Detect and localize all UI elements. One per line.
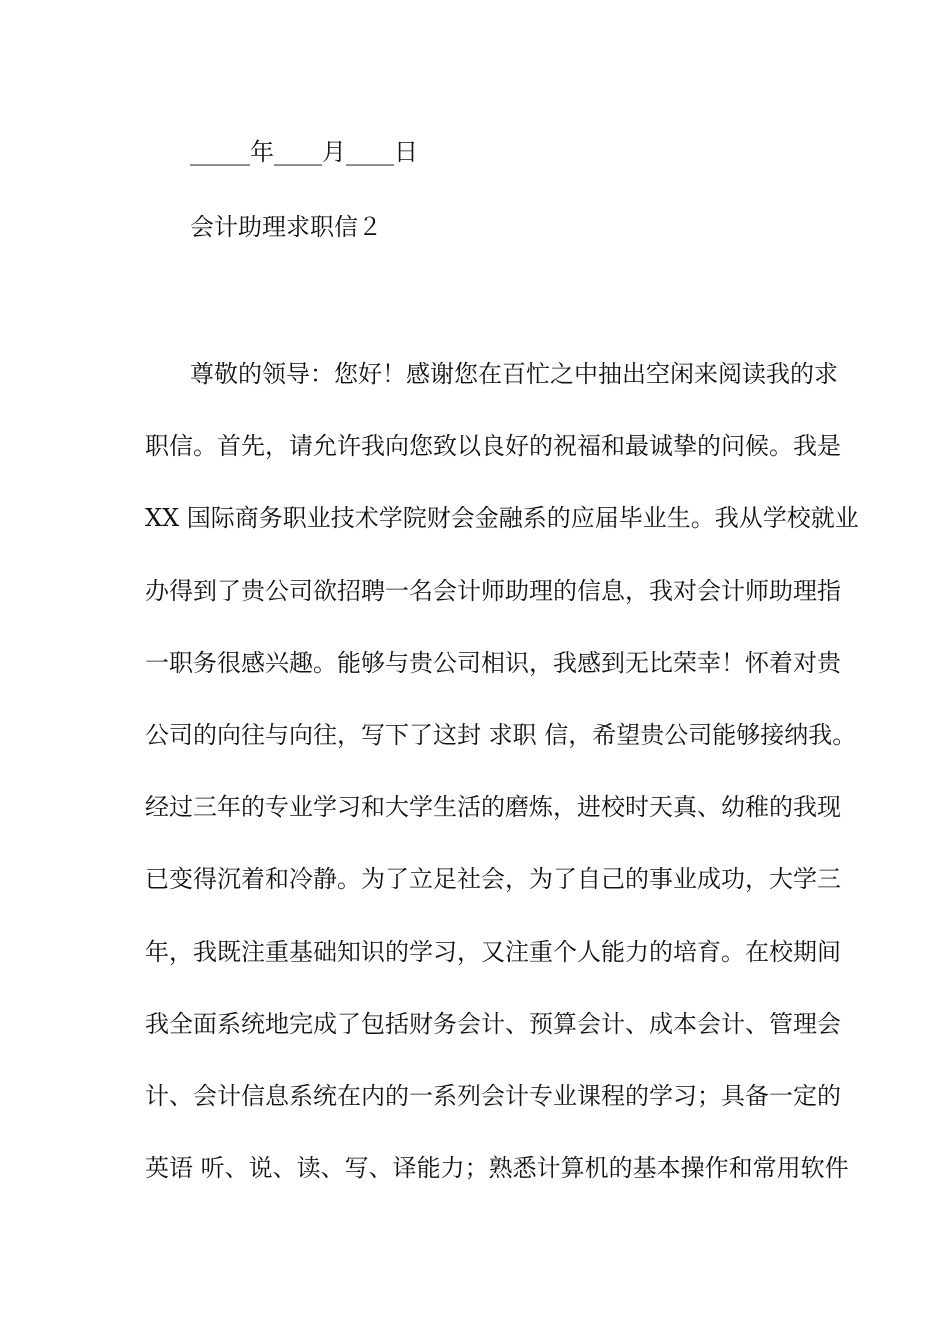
text-line: 尊敬的领导：您好！感谢您在百忙之中抽出空闲来阅读我的求	[190, 360, 838, 388]
text-line: 经过三年的专业学习和大学生活的磨炼，进校时天真、幼稚的我现	[145, 793, 841, 822]
text-line: 办得到了贵公司欲招聘一名会计师助理的信息，我对会计师助理指	[145, 576, 841, 605]
document-title: 会计助理求职信２	[190, 213, 382, 241]
date-line: _____年____月____日	[190, 138, 418, 166]
text-line: 公司的向往与向往，写下了这封 求职 信，希望贵公司能够接纳我。	[145, 720, 857, 749]
text-line: 职信。首先，请允许我向您致以良好的祝福和最诚挚的问候。我是	[145, 432, 841, 461]
text-line: XX 国际商务职业技术学院财会金融系的应届毕业生。我从学校就业	[145, 504, 859, 533]
text-line: 我全面系统地完成了包括财务会计、预算会计、成本会计、管理会	[145, 1009, 841, 1038]
text-line: 英语 听、说、读、写、译能力；熟悉计算机的基本操作和常用软件	[145, 1154, 849, 1183]
letter-body	[145, 360, 859, 1226]
text-line: 年，我既注重基础知识的学习，又注重个人能力的培育。在校期间	[145, 937, 841, 966]
text-line: 计、会计信息系统在内的一系列会计专业课程的学习；具备一定的	[145, 1081, 841, 1110]
text-line: 已变得沉着和冷静。为了立足社会，为了自己的事业成功，大学三	[145, 865, 841, 894]
text-line: 一职务很感兴趣。能够与贵公司相识，我感到无比荣幸！怀着对贵	[145, 648, 841, 677]
